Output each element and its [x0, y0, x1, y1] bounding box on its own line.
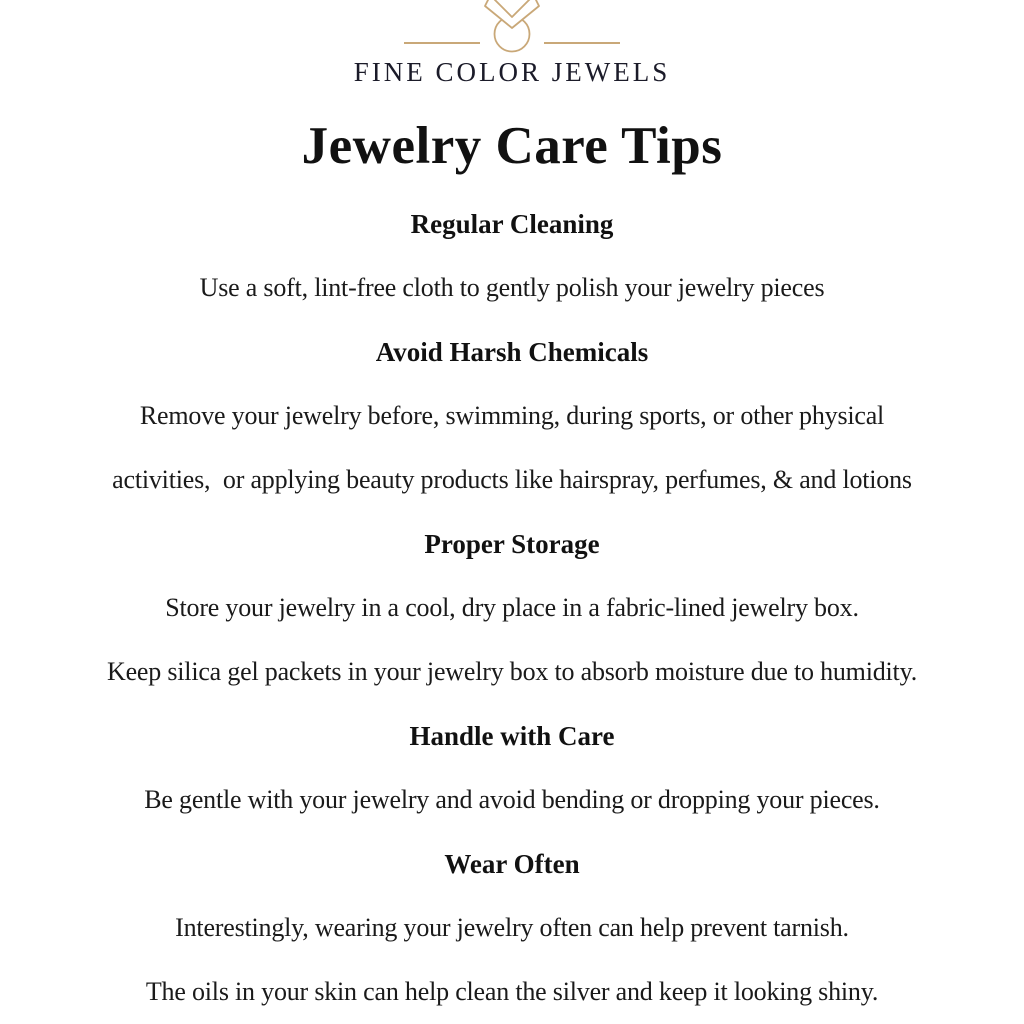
section-line: Store your jewelry in a cool, dry place in a fabric-lined jewelry box.: [165, 592, 859, 622]
section-line: Use a soft, lint-free cloth to gently polish your jewelry pieces: [199, 272, 825, 302]
page-title: Jewelry Care Tips: [301, 117, 723, 175]
logo-flourish-left-line: [404, 42, 480, 44]
section-line: Interestingly, wearing your jewelry often can help prevent tarnish.: [175, 912, 849, 942]
diamond-ring-icon: [480, 0, 544, 54]
section-line: Be gentle with your jewelry and avoid bending or dropping your pieces.: [144, 784, 880, 814]
section-heading-handle-with-care: Handle with Care: [409, 720, 615, 751]
brand-logo: [0, 0, 1024, 54]
section-heading-proper-storage: Proper Storage: [424, 528, 600, 559]
logo-flourish-right-line: [544, 42, 620, 44]
section-line: activities, or applying beauty products like hairspray, perfumes, & and lotions: [112, 464, 912, 494]
section-heading-wear-often: Wear Often: [444, 848, 580, 879]
section-line: Keep silica gel packets in your jewelry box to absorb moisture due to humidity.: [107, 656, 917, 686]
section-heading-avoid-harsh-chemicals: Avoid Harsh Chemicals: [375, 336, 649, 367]
brand-name: FINE COLOR JEWELS: [353, 57, 671, 87]
section-heading-regular-cleaning: Regular Cleaning: [410, 208, 614, 239]
section-line: The oils in your skin can help clean the silver and keep it looking shiny.: [145, 976, 879, 1006]
section-line: Remove your jewelry before, swimming, during sports, or other physical: [139, 400, 885, 430]
